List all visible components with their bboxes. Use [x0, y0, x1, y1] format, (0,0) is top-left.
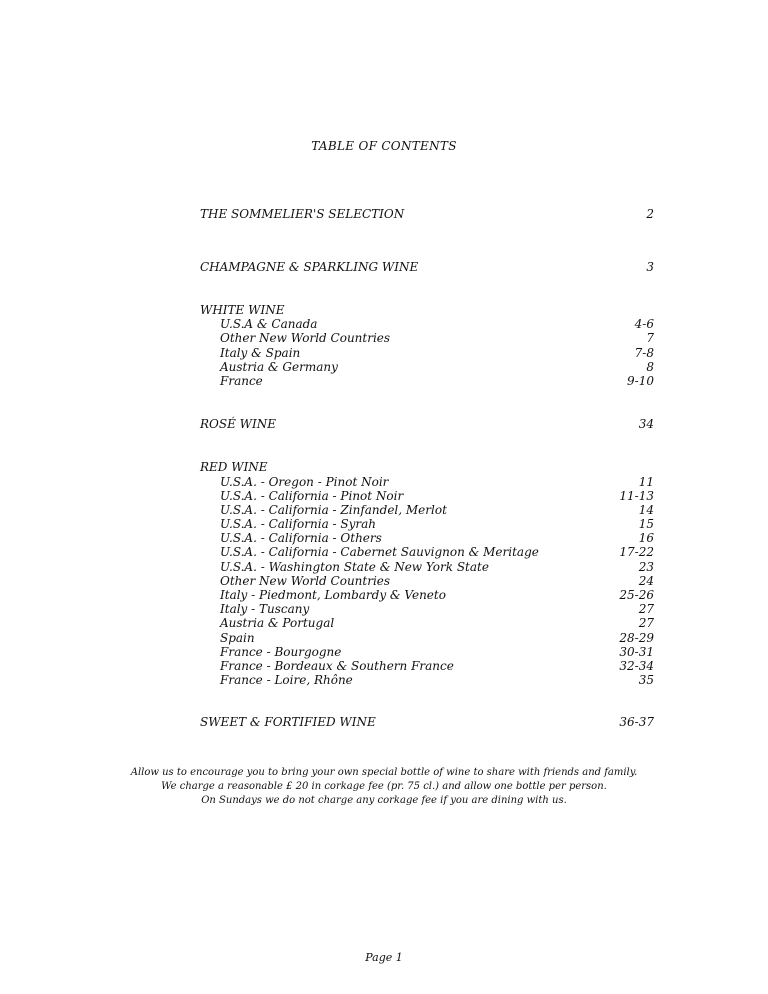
corkage-note-line: Allow us to encourage you to bring your own special bottle of wine to share with friends and family.: [130, 767, 638, 778]
toc-subentry-page: 14: [638, 503, 654, 517]
toc-subentry: [200, 544, 654, 560]
toc-subentry-label: Other New World Countries: [220, 331, 391, 345]
corkage-note: [0, 766, 768, 808]
toc-subentry-label: U.S.A. - California - Cabernet Sauvignon & Meritage: [220, 545, 539, 559]
toc-subentry-page: 27: [638, 616, 654, 630]
toc-subentry-page: 28-29: [619, 631, 654, 645]
toc-subentry-page: 11: [638, 475, 654, 489]
toc-subentry-label: U.S.A. - California - Others: [220, 531, 382, 545]
page-title: TABLE OF CONTENTS: [311, 139, 457, 153]
toc-subentry-page: 25-26: [619, 588, 654, 602]
toc-subentry-page: 15: [638, 517, 654, 531]
toc-subentry-page: 16: [638, 531, 654, 545]
toc-subentry-label: U.S.A. - California - Pinot Noir: [220, 489, 404, 503]
toc-subentry-page: 11-13: [619, 489, 654, 503]
toc-subentry-page: 4-6: [634, 317, 654, 331]
page-number: Page 1: [365, 951, 403, 964]
toc-subentry: [200, 373, 654, 389]
toc-entry-page: 2: [646, 207, 654, 221]
toc-subentry-label: France - Bourgogne: [220, 645, 342, 659]
toc-subentry-label: Other New World Countries: [220, 574, 391, 588]
toc-subentry-page: 9-10: [627, 374, 654, 388]
toc-subentry-label: France - Bordeaux & Southern France: [220, 659, 454, 673]
toc-subentry-page: 30-31: [619, 645, 654, 659]
toc-subentry-label: Austria & Portugal: [220, 616, 335, 630]
toc-entry-champagne: [200, 259, 654, 275]
toc-subentry-page: 17-22: [619, 545, 654, 559]
toc-entry-label: SWEET & FORTIFIED WINE: [200, 715, 376, 729]
toc-subentry-label: U.S.A & Canada: [220, 317, 318, 331]
toc-entry-sommelier: [200, 206, 654, 222]
toc-entry-label: CHAMPAGNE & SPARKLING WINE: [200, 260, 419, 274]
toc-subentry-label: Italy & Spain: [220, 346, 301, 360]
toc-subentry-page: 35: [638, 673, 654, 687]
toc-subentry-page: 23: [638, 560, 654, 574]
toc-subentry-label: U.S.A. - Oregon - Pinot Noir: [220, 475, 389, 489]
toc-subentry-page: 24: [638, 574, 654, 588]
toc-subentry-page: 32-34: [619, 659, 654, 673]
toc-entry-page: 36-37: [619, 715, 654, 729]
toc-subentry-page: 8: [646, 360, 654, 374]
toc-entry-page: 34: [638, 417, 654, 431]
toc-subentry-page: 27: [638, 602, 654, 616]
toc-subentry-label: Italy - Piedmont, Lombardy & Veneto: [220, 588, 446, 602]
toc-entry-label: THE SOMMELIER'S SELECTION: [200, 207, 405, 221]
toc-section-red-wine: [200, 459, 654, 475]
toc-entry-rose: [200, 416, 654, 432]
toc-entry-sweet: [200, 714, 654, 730]
toc-subentry-label: Italy - Tuscany: [220, 602, 310, 616]
toc-subentry-label: Spain: [220, 631, 255, 645]
toc-subentry: [200, 615, 654, 631]
corkage-note-line: On Sundays we do not charge any corkage fee if you are dining with us.: [201, 795, 567, 806]
toc-subentry: [200, 672, 654, 688]
toc-entry-label: ROSÉ WINE: [200, 417, 277, 431]
toc-subentry-page: 7: [646, 331, 654, 345]
toc-section-heading: WHITE WINE: [200, 303, 285, 317]
toc-subentry-label: Austria & Germany: [220, 360, 338, 374]
toc-subentry-label: U.S.A. - California - Zinfandel, Merlot: [220, 503, 447, 517]
corkage-note-line: We charge a reasonable £ 20 in corkage fee (pr. 75 cl.) and allow one bottle per person.: [161, 781, 607, 792]
toc-subentry: [200, 330, 654, 346]
toc-subentry-label: U.S.A. - Washington State & New York State: [220, 560, 489, 574]
toc-entry-page: 3: [646, 260, 654, 274]
toc-section-heading: RED WINE: [200, 460, 268, 474]
toc-subentry-label: U.S.A. - California - Syrah: [220, 517, 377, 531]
toc-subentry-page: 7-8: [634, 346, 654, 360]
toc-subentry-label: France: [220, 374, 263, 388]
toc-subentry-label: France - Loire, Rhône: [220, 673, 353, 687]
